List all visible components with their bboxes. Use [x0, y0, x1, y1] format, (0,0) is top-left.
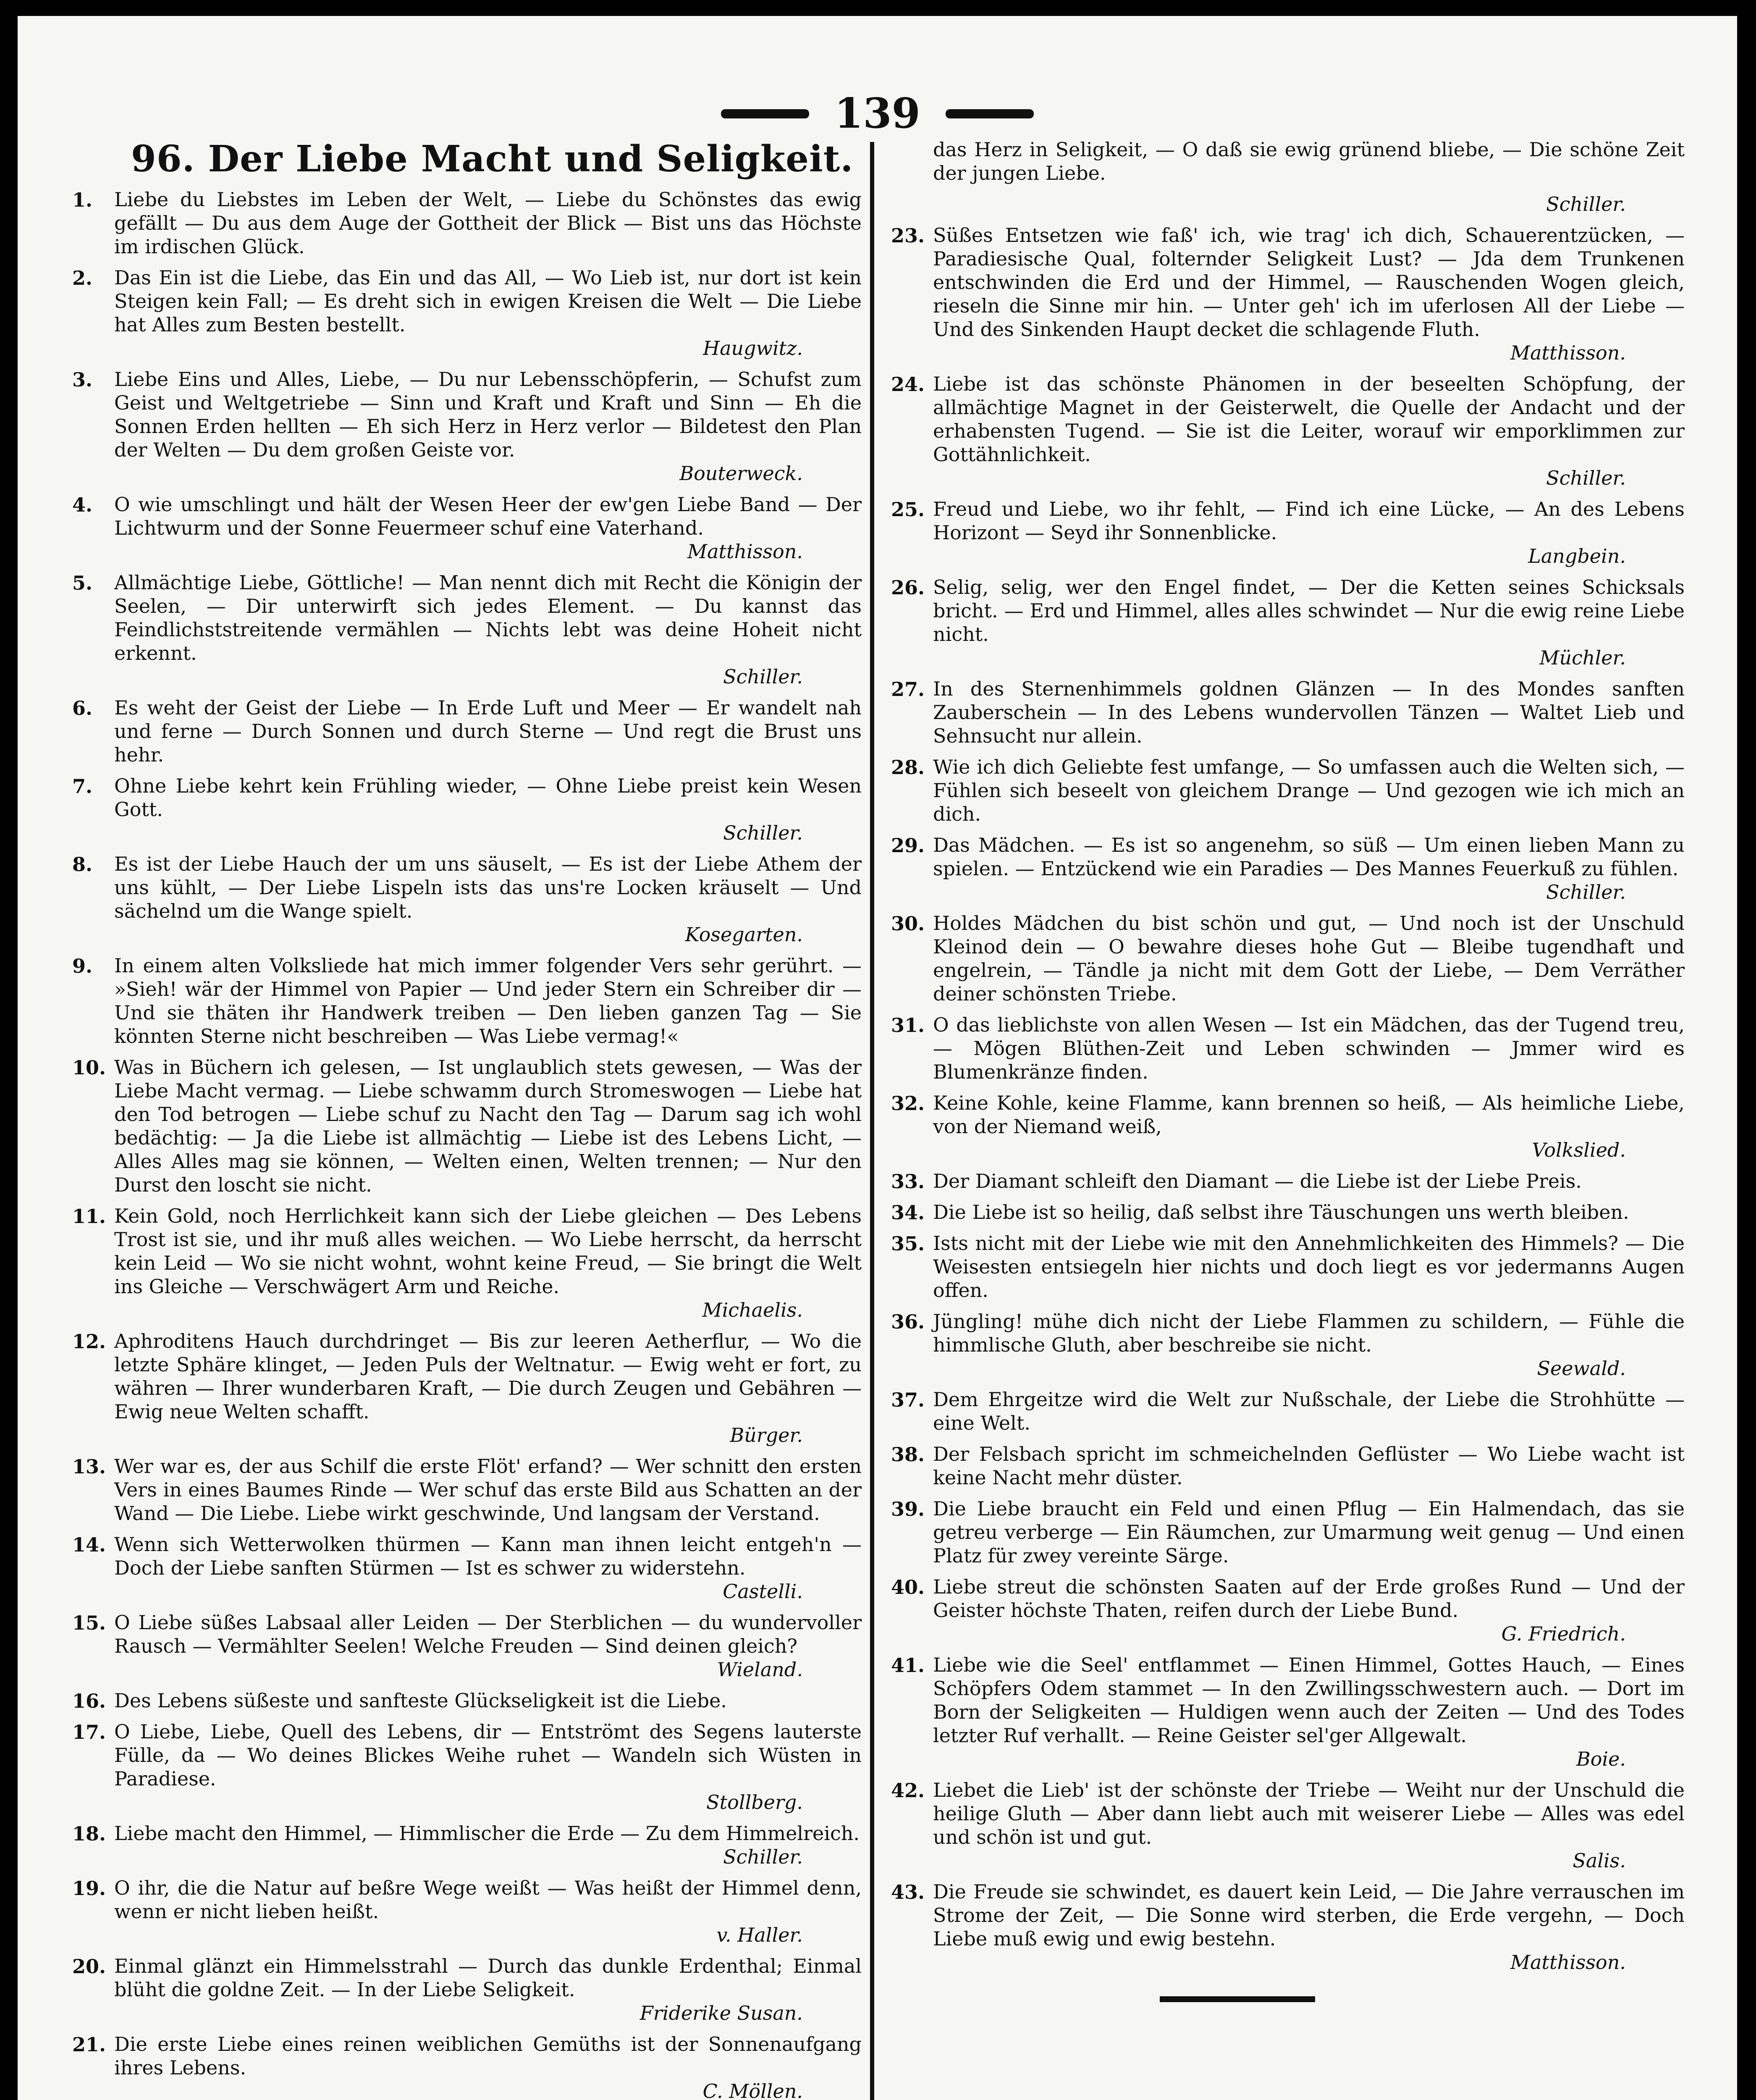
entry-number: 3.	[72, 368, 93, 391]
quote-entry	[891, 1200, 1685, 1224]
quote-entry	[891, 755, 1685, 826]
header-ornament-left	[721, 109, 809, 118]
entry-body	[933, 1310, 1685, 1380]
quote-entry	[72, 1720, 862, 1814]
entry-body	[933, 911, 1685, 1005]
entry-body	[114, 1454, 862, 1525]
entry-number: 32.	[891, 1092, 925, 1115]
quote-entry	[72, 1204, 862, 1322]
entry-body	[114, 1611, 862, 1681]
entry-number: 9.	[72, 955, 93, 977]
entry-body	[114, 1720, 862, 1814]
entry-number: 31.	[891, 1014, 925, 1037]
entry-number: 5.	[72, 572, 93, 594]
entry-number: 2.	[72, 267, 93, 289]
entry-author: Salis.	[1573, 1849, 1626, 1872]
entry-text: Liebe streut die schönsten Saaten auf der Erde großes Rund — Und der Geister höchste Thaten, reifen durch der Liebe Bund.	[933, 1575, 1685, 1622]
entry-body	[933, 1013, 1685, 1084]
left-entry-list	[72, 188, 862, 2100]
quote-entry	[891, 1575, 1685, 1646]
entry-body	[933, 755, 1685, 826]
entry-number: 6.	[72, 697, 93, 719]
entry-number: 30.	[891, 912, 925, 935]
entry-text: Das Mädchen. — Es ist so angenehm, so süß — Um einen lieben Mann zu spielen. — Entzückend wie ein Paradies — Des Mannes Feuerkuß zu fühlen.	[933, 834, 1685, 880]
entry-text: Es ist der Liebe Hauch der um uns säuselt, — Es ist der Liebe Athem der uns kühlt, — Der Liebe Lispeln ists das uns're Locken kräuselt — Und sächelnd um die Wange spielt.	[114, 853, 862, 922]
quote-entry	[891, 1231, 1685, 1302]
continued-text: das Herz in Seligkeit, — O daß sie ewig grünend bliebe, — Die schöne Zeit der jungen Liebe.	[933, 138, 1685, 184]
entry-body	[933, 575, 1685, 669]
entry-number: 40.	[891, 1576, 925, 1599]
quote-entry	[891, 911, 1685, 1005]
entry-text: O ihr, die die Natur auf beßre Wege weißt — Was heißt der Himmel denn, wenn er nicht lieben heißt.	[114, 1877, 862, 1923]
entry-text: Ohne Liebe kehrt kein Frühling wieder, — Ohne Liebe preist kein Wesen Gott.	[114, 774, 862, 821]
end-rule	[1160, 1996, 1315, 2002]
entry-text: O das lieblichste von allen Wesen — Ist ein Mädchen, das der Tugend treu, — Mögen Blüthen-Zeit und Leben schwinden — Jmmer wird es Blumenkränze finden.	[933, 1013, 1685, 1083]
entry-body	[933, 497, 1685, 568]
entry-text: Was in Büchern ich gelesen, — Ist unglaublich stets gewesen, — Was der Liebe Macht vermag. — Liebe schwamm durch Stromeswogen — Liebe hat den Tod betrogen — Liebe schuf zu Nacht den Tag — Darum sag ich wohl bedächtig: — Ja die Liebe ist allmächtig — Liebe ist des Lebens Licht, — Alles Alles mag sie können, — Welten einen, Welten trennen; — Nur den Durst den loscht sie nicht.	[114, 1056, 862, 1196]
entry-text: Liebe wie die Seel' entflammet — Einen Himmel, Gottes Hauch, — Eines Schöpfers Odem stammet — In den Zwillingsschwestern auch. — Dort im Born der Seligkeiten — Huldigen wenn auch der Zeiten — Und des Todes letzter Ruf verhallt. — Reine Geister sel'ger Allgewalt.	[933, 1654, 1685, 1747]
entry-number: 36.	[891, 1310, 925, 1333]
column-divider	[870, 142, 874, 2100]
entry-body	[933, 1091, 1685, 1162]
entry-number: 7.	[72, 775, 93, 798]
entry-number: 33.	[891, 1170, 925, 1193]
entry-text: Wie ich dich Geliebte fest umfange, — So umfassen auch die Welten sich, — Fühlen sich beseelt von gleichem Drange — Und gezogen wie ich mich an dich.	[933, 756, 1685, 825]
entry-text: Aphroditens Hauch durchdringet — Bis zur leeren Aetherflur, — Wo die letzte Sphäre klinget, — Jeden Puls der Weltnatur. — Ewig weht er fort, zu währen — Ihrer wunderbaren Kraft, — Die durch Zeugen und Gebähren — Ewig neue Welten schafft.	[114, 1330, 862, 1423]
entry-text: Die Freude sie schwindet, es dauert kein Leid, — Die Jahre verrauschen im Strome der Zeit, — Die Sonne wird sterben, die Erde vergehn, — Doch Liebe muß ewig und ewig bestehn.	[933, 1880, 1685, 1950]
entry-text: O wie umschlingt und hält der Wesen Heer der ew'gen Liebe Band — Der Lichtwurm und der Sonne Feuermeer schuf eine Vaterhand.	[114, 493, 862, 539]
entry-body	[114, 368, 862, 485]
entry-author: Müchler.	[1539, 646, 1626, 669]
quote-entry	[891, 1013, 1685, 1084]
entry-number: 4.	[72, 494, 93, 516]
entry-body	[114, 571, 862, 688]
entry-author: Schiller.	[723, 665, 803, 688]
entry-text: O Liebe, Liebe, Quell des Lebens, dir — Entströmt des Segens lauterste Fülle, da — Wo deines Blickes Weihe ruhet — Wandeln sich Wüsten in Paradiese.	[114, 1720, 862, 1790]
entry-body	[933, 1231, 1685, 1302]
entry-number: 18.	[72, 1822, 106, 1845]
entry-text: Die Liebe ist so heilig, daß selbst ihre Täuschungen uns werth bleiben.	[933, 1201, 1629, 1223]
entry-author: Friderike Susan.	[639, 2002, 803, 2024]
entry-number: 19.	[72, 1877, 106, 1900]
entry-author: Schiller.	[723, 1845, 803, 1868]
entry-author: Schiller.	[1546, 881, 1626, 903]
entry-body	[933, 1653, 1685, 1771]
page-header	[18, 89, 1737, 136]
quote-entry	[891, 575, 1685, 669]
entry-number: 17.	[72, 1721, 106, 1743]
entry-text: Liebe macht den Himmel, — Himmlischer die Erde — Zu dem Himmelreich.	[114, 1822, 860, 1845]
entry-text: Liebe ist das schönste Phänomen in der beseelten Schöpfung, der allmächtige Magnet in der Geisterwelt, die Quelle der Andacht und der erhabensten Tugend. — Sie ist die Leiter, worauf wir emporklimmen zur Gottähnlichkeit.	[933, 373, 1685, 466]
entry-author: Seewald.	[1537, 1357, 1626, 1380]
entry-author: Castelli.	[723, 1580, 803, 1603]
entry-number: 39.	[891, 1498, 925, 1520]
quote-entry	[72, 1329, 862, 1447]
entry-author: Boie.	[1576, 1748, 1626, 1770]
entry-number: 14.	[72, 1533, 106, 1556]
quote-entry	[72, 368, 862, 485]
right-column	[891, 138, 1685, 2053]
entry-author: Haugwitz.	[702, 337, 803, 360]
quote-entry	[891, 1388, 1685, 1435]
entry-number: 25.	[891, 498, 925, 521]
entry-text: Allmächtige Liebe, Göttliche! — Man nennt dich mit Recht die Königin der Seelen, — Dir unterwirft sich jedes Element. — Du kannst das Feindlichststreitende vermählen — Nichts lebt was deine Hoheit nicht erkennt.	[114, 571, 862, 664]
quote-entry	[72, 188, 862, 258]
quote-entry	[72, 493, 862, 563]
entry-body	[114, 1689, 862, 1712]
entry-number: 28.	[891, 756, 925, 779]
entry-author: Langbein.	[1528, 545, 1626, 567]
entry-body	[114, 1954, 862, 2025]
entry-number: 20.	[72, 1955, 106, 1978]
entry-body	[114, 1533, 862, 1603]
entry-text: Freud und Liebe, wo ihr fehlt, — Find ich eine Lücke, — An des Lebens Horizont — Seyd ihr Sonnenblicke.	[933, 498, 1685, 544]
entry-text: Einmal glänzt ein Himmelsstrahl — Durch das dunkle Erdenthal; Einmal blüht die goldne Zeit. — In der Liebe Seligkeit.	[114, 1955, 862, 2001]
right-entry-list	[891, 223, 1685, 1974]
continued-author: Schiller.	[1546, 193, 1626, 215]
quote-entry	[72, 1954, 862, 2025]
entry-body	[933, 223, 1685, 365]
entry-body	[933, 1880, 1685, 1974]
quote-entry	[72, 1533, 862, 1603]
entry-body	[933, 1497, 1685, 1567]
entry-text: Keine Kohle, keine Flamme, kann brennen so heiß, — Als heimliche Liebe, von der Niemand weiß,	[933, 1092, 1685, 1138]
quote-entry	[72, 266, 862, 360]
page-number: 139	[834, 89, 920, 138]
entry-text: Jüngling! mühe dich nicht der Liebe Flammen zu schildern, — Fühle die himmlische Gluth, aber beschreibe sie nicht.	[933, 1310, 1685, 1356]
quote-entry	[72, 696, 862, 766]
entry-body	[114, 1055, 862, 1197]
entry-text: O Liebe süßes Labsaal aller Leiden — Der Sterblichen — du wundervoller Rausch — Vermählter Seelen! Welche Freuden — Sind deinen gleich?	[114, 1611, 862, 1657]
entry-author: Volkslied.	[1532, 1139, 1626, 1161]
page	[18, 16, 1737, 2100]
section-title: 96. Der Liebe Macht und Seligkeit.	[131, 138, 854, 180]
entry-body	[114, 696, 862, 766]
entry-text: Die Liebe braucht ein Feld und einen Pflug — Ein Halmendach, das sie getreu verberge — Ein Räumchen, zur Umarmung weit genug — Und einen Platz für zwey vereinte Särge.	[933, 1497, 1685, 1567]
entry-number: 24.	[891, 373, 925, 396]
entry-body	[114, 493, 862, 563]
quote-entry	[891, 497, 1685, 568]
quote-entry	[72, 571, 862, 688]
quote-entry	[72, 852, 862, 946]
quote-entry	[891, 1091, 1685, 1162]
entry-text: Liebe Eins und Alles, Liebe, — Du nur Lebensschöpferin, — Schufst zum Geist und Weltgetriebe — Sinn und Kraft und Kraft und Sinn — Eh die Sonnen Erden hellten — Eh sich Herz in Herz verlor — Bildetest den Plan der Welten — Du dem großen Geiste vor.	[114, 368, 862, 461]
entry-text: Ists nicht mit der Liebe wie mit den Annehmlichkeiten des Himmels? — Die Weisesten entsiegeln hier nichts und doch liegt es vor jedermanns Augen offen.	[933, 1232, 1685, 1302]
entry-text: Süßes Entsetzen wie faß' ich, wie trag' ich dich, Schauerentzücken, — Paradiesische Qual, folternder Seligkeit Lust? — Jda dem Trunkenen entschwinden die Erd und der Himmel, — Rauschenden Wogen gleich, rieseln die Sinne mir hin. — Unter geh' ich im uferlosen All der Liebe — Und des Sinkenden Haupt decket die schlagende Fluth.	[933, 224, 1685, 341]
entry-body	[933, 1169, 1685, 1193]
entry-text: Des Lebens süßeste und sanfteste Glückseligkeit ist die Liebe.	[114, 1689, 727, 1712]
entry-number: 37.	[891, 1389, 925, 1411]
entry-number: 41.	[891, 1654, 925, 1677]
entry-body	[114, 954, 862, 1048]
entry-author: Schiller.	[723, 822, 803, 844]
entry-body	[114, 1876, 862, 1947]
entry-number: 29.	[891, 834, 925, 857]
quote-entry	[891, 833, 1685, 904]
quote-entry	[891, 677, 1685, 748]
quote-entry	[891, 1653, 1685, 1771]
entry-number: 34.	[891, 1201, 925, 1224]
entry-author: Bouterweck.	[679, 462, 803, 485]
entry-number: 23.	[891, 224, 925, 247]
entry-number: 38.	[891, 1443, 925, 1466]
quote-entry	[891, 1442, 1685, 1489]
quote-entry	[891, 372, 1685, 490]
quote-entry	[72, 774, 862, 845]
quote-entry	[891, 223, 1685, 365]
entry-body	[933, 1388, 1685, 1435]
entry-number: 1.	[72, 189, 93, 211]
quote-entry	[72, 1055, 862, 1197]
entry-body	[933, 1442, 1685, 1489]
entry-author: Matthisson.	[687, 540, 803, 563]
entry-number: 16.	[72, 1690, 106, 1712]
entry-author: v. Haller.	[716, 1924, 803, 1946]
entry-number: 35.	[891, 1232, 925, 1255]
quote-entry	[891, 1310, 1685, 1380]
entry-number: 12.	[72, 1330, 106, 1353]
quote-entry	[72, 1689, 862, 1712]
entry-text: Wer war es, der aus Schilf die erste Flöt' erfand? — Wer schnitt den ersten Vers in eines Baumes Rinde — Wer schuf das erste Bild aus Schatten an der Wand — Die Liebe. Liebe wirkt geschwinde, Und langsam der Verstand.	[114, 1455, 862, 1525]
entry-number: 10.	[72, 1056, 106, 1079]
entry-body	[114, 1204, 862, 1322]
quote-entry	[72, 954, 862, 1048]
entry-author: Michaelis.	[702, 1299, 803, 1321]
entry-text: Liebet die Lieb' ist der schönste der Triebe — Weiht nur der Unschuld die heilige Gluth — Aber dann liebt auch mit weiserer Liebe — Alles was edel und schön ist und gut.	[933, 1779, 1685, 1848]
entry-number: 11.	[72, 1205, 106, 1228]
entry-number: 15.	[72, 1612, 106, 1634]
entry-number: 42.	[891, 1779, 925, 1802]
entry-body	[114, 266, 862, 360]
entry-author: Schiller.	[1546, 467, 1626, 489]
quote-entry	[72, 1876, 862, 1947]
quote-entry	[72, 1454, 862, 1525]
entry-text: Das Ein ist die Liebe, das Ein und das All, — Wo Lieb ist, nur dort ist kein Steigen kein Fall; — Es dreht sich in ewigen Kreisen die Welt — Die Liebe hat Alles zum Besten bestellt.	[114, 266, 862, 336]
entry-author: Kosegarten.	[685, 923, 803, 946]
quote-entry	[72, 2032, 862, 2100]
entry-number: 21.	[72, 2033, 106, 2056]
entry-text: Der Felsbach spricht im schmeichelnden Geflüster — Wo Liebe wacht ist keine Nacht mehr düster.	[933, 1443, 1685, 1489]
entry-number: 43.	[891, 1881, 925, 1903]
entry-body	[114, 188, 862, 258]
entry-author: Matthisson.	[1510, 1951, 1626, 1974]
quote-entry	[891, 1880, 1685, 1974]
entry-text: In einem alten Volksliede hat mich immer folgender Vers sehr gerührt. — »Sieh! wär der Himmel von Papier — Und jeder Stern ein Schreiber dir — Und sie thäten ihr Handwerk treiben — Den lieben ganzen Tag — Sie könnten Sterne nicht beschreiben — Was Liebe vermag!«	[114, 954, 862, 1047]
entry-author: Bürger.	[730, 1424, 803, 1446]
entry-body	[933, 372, 1685, 490]
entry-author: Stollberg.	[706, 1791, 803, 1814]
entry-text: Selig, selig, wer den Engel findet, — Der die Ketten seines Schicksals bricht. — Erd und Himmel, alles alles schwindet — Nur die ewig reine Liebe nicht.	[933, 576, 1685, 646]
entry-number: 13.	[72, 1455, 106, 1478]
quote-entry	[891, 1778, 1685, 1872]
entry-author: Matthisson.	[1510, 341, 1626, 364]
entry-body	[114, 1329, 862, 1447]
entry-author: C. Möllen.	[702, 2080, 803, 2100]
quote-entry	[72, 1822, 862, 1869]
entry-body	[114, 2032, 862, 2100]
entry-body	[114, 852, 862, 946]
entry-author: G. Friedrich.	[1501, 1622, 1626, 1645]
entry-body	[933, 677, 1685, 748]
entry-text: Wenn sich Wetterwolken thürmen — Kann man ihnen leicht entgeh'n — Doch der Liebe sanften Stürmen — Ist es schwer zu widerstehn.	[114, 1533, 862, 1579]
entry-text: Die erste Liebe eines reinen weiblichen Gemüths ist der Sonnenaufgang ihres Lebens.	[114, 2033, 862, 2079]
entry-number: 27.	[891, 678, 925, 701]
entry-text: In des Sternenhimmels goldnen Glänzen — In des Mondes sanften Zauberschein — In des Lebens wundervollen Tänzen — Waltet Lieb und Sehnsucht nur allein.	[933, 677, 1685, 747]
entry-body	[933, 1200, 1685, 1224]
entry-text: Es weht der Geist der Liebe — In Erde Luft und Meer — Er wandelt nah und ferne — Durch Sonnen und durch Sterne — Und regt die Brust uns hehr.	[114, 696, 862, 766]
entry-body	[933, 1575, 1685, 1646]
quote-entry	[891, 1169, 1685, 1193]
entry-number: 26.	[891, 576, 925, 599]
quote-entry	[72, 1611, 862, 1681]
entry-author: Wieland.	[717, 1658, 803, 1681]
entry-text: Der Diamant schleift den Diamant — die Liebe ist der Liebe Preis.	[933, 1170, 1582, 1192]
entry-body	[933, 833, 1685, 904]
quote-entry	[891, 1497, 1685, 1567]
entry-number: 8.	[72, 853, 93, 876]
entry-text: Holdes Mädchen du bist schön und gut, — Und noch ist der Unschuld Kleinod dein — O bewahre dieses hohe Gut — Bleibe tugendhaft und engelrein, — Tändle ja nicht mit dem Gott der Liebe, — Dem Verräther deiner schönsten Triebe.	[933, 912, 1685, 1005]
entry-text: Kein Gold, noch Herrlichkeit kann sich der Liebe gleichen — Des Lebens Trost ist sie, und ihr muß alles weichen. — Wo Liebe herrscht, da herrscht kein Leid — Wo sie nicht wohnt, wohnt keine Freud, — Sie bringt die Welt ins Gleiche — Verschwägert Arm und Reiche.	[114, 1205, 862, 1298]
entry-text: Dem Ehrgeitze wird die Welt zur Nußschale, der Liebe die Strohhütte — eine Welt.	[933, 1388, 1685, 1434]
header-ornament-right	[946, 109, 1034, 118]
entry-body	[114, 1822, 862, 1869]
entry-body	[933, 1778, 1685, 1872]
left-column	[72, 138, 862, 2100]
entry-body	[114, 774, 862, 845]
entry-text: Liebe du Liebstes im Leben der Welt, — Liebe du Schönstes das ewig gefällt — Du aus dem Auge der Gottheit der Blick — Bist uns das Höchste im irdischen Glück.	[114, 188, 862, 258]
